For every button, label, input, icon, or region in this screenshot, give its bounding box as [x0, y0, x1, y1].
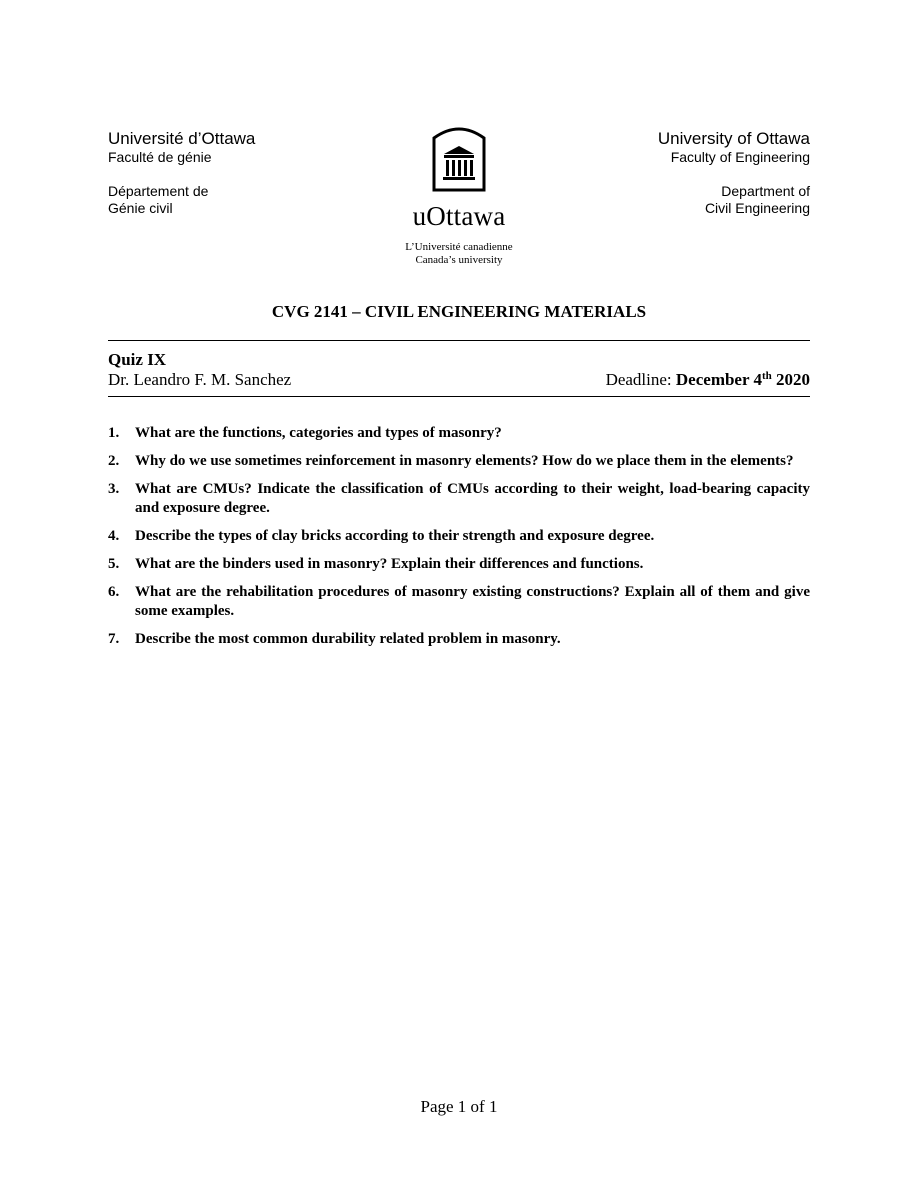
divider-bottom [108, 396, 810, 397]
question-text: What are the rehabilitation procedures of masonry existing constructions? Explain all of them and give some examples. [135, 584, 810, 619]
faculty-name-en: Faculty of Engineering [670, 149, 810, 165]
question-number: 1. [108, 425, 120, 441]
university-name-en: University of Ottawa [657, 129, 810, 148]
question-text: Why do we use sometimes reinforcement in masonry elements? How do we place them in the elements? [135, 453, 794, 469]
list-item [108, 527, 810, 546]
logo-wordmark: uOttawa [412, 201, 506, 231]
header-left-block [108, 129, 255, 217]
department-line1-en: Department of [721, 183, 810, 199]
question-number: 6. [108, 584, 120, 600]
question-text: What are CMUs? Indicate the classification of CMUs according to their weight, load-bearing capacity and exposure degree. [135, 481, 810, 516]
logo-tagline-en: Canada’s university [415, 254, 503, 266]
page-number: Page 1 of 1 [420, 1097, 498, 1116]
department-line2-fr: Génie civil [108, 200, 173, 216]
question-text: What are the functions, categories and types of masonry? [135, 425, 502, 441]
department-line1-fr: Département de [108, 183, 209, 199]
department-line2-en: Civil Engineering [704, 200, 810, 216]
question-text: Describe the most common durability related problem in masonry. [135, 631, 561, 647]
university-name-fr: Université d’Ottawa [108, 129, 256, 148]
list-item [108, 583, 810, 621]
question-list [108, 424, 810, 658]
faculty-name-fr: Faculté de génie [108, 149, 212, 165]
deadline-date: December 4th 2020 [675, 370, 810, 389]
university-building-icon [431, 124, 487, 192]
university-logo [359, 124, 559, 267]
course-title: CVG 2141 – CIVIL ENGINEERING MATERIALS [271, 302, 647, 321]
list-item [108, 452, 810, 471]
logo-tagline-fr: L’Université canadienne [405, 241, 513, 253]
list-item [108, 424, 810, 443]
quiz-title: Quiz IX [108, 350, 167, 369]
question-text: Describe the types of clay bricks according to their strength and exposure degree. [135, 528, 655, 544]
deadline-label: Deadline: [605, 370, 672, 389]
deadline-suffix: th [761, 370, 772, 382]
deadline [606, 370, 810, 390]
instructor-name: Dr. Leandro F. M. Sanchez [108, 370, 292, 389]
list-item [108, 555, 810, 574]
header-right-block [658, 129, 810, 217]
question-number: 7. [108, 631, 120, 647]
question-number: 4. [108, 528, 120, 544]
question-number: 2. [108, 453, 120, 469]
question-number: 5. [108, 556, 120, 572]
list-item [108, 630, 810, 649]
list-item [108, 480, 810, 518]
question-number: 3. [108, 481, 120, 497]
divider-top [108, 340, 810, 341]
question-text: What are the binders used in masonry? Explain their differences and functions. [135, 556, 644, 572]
